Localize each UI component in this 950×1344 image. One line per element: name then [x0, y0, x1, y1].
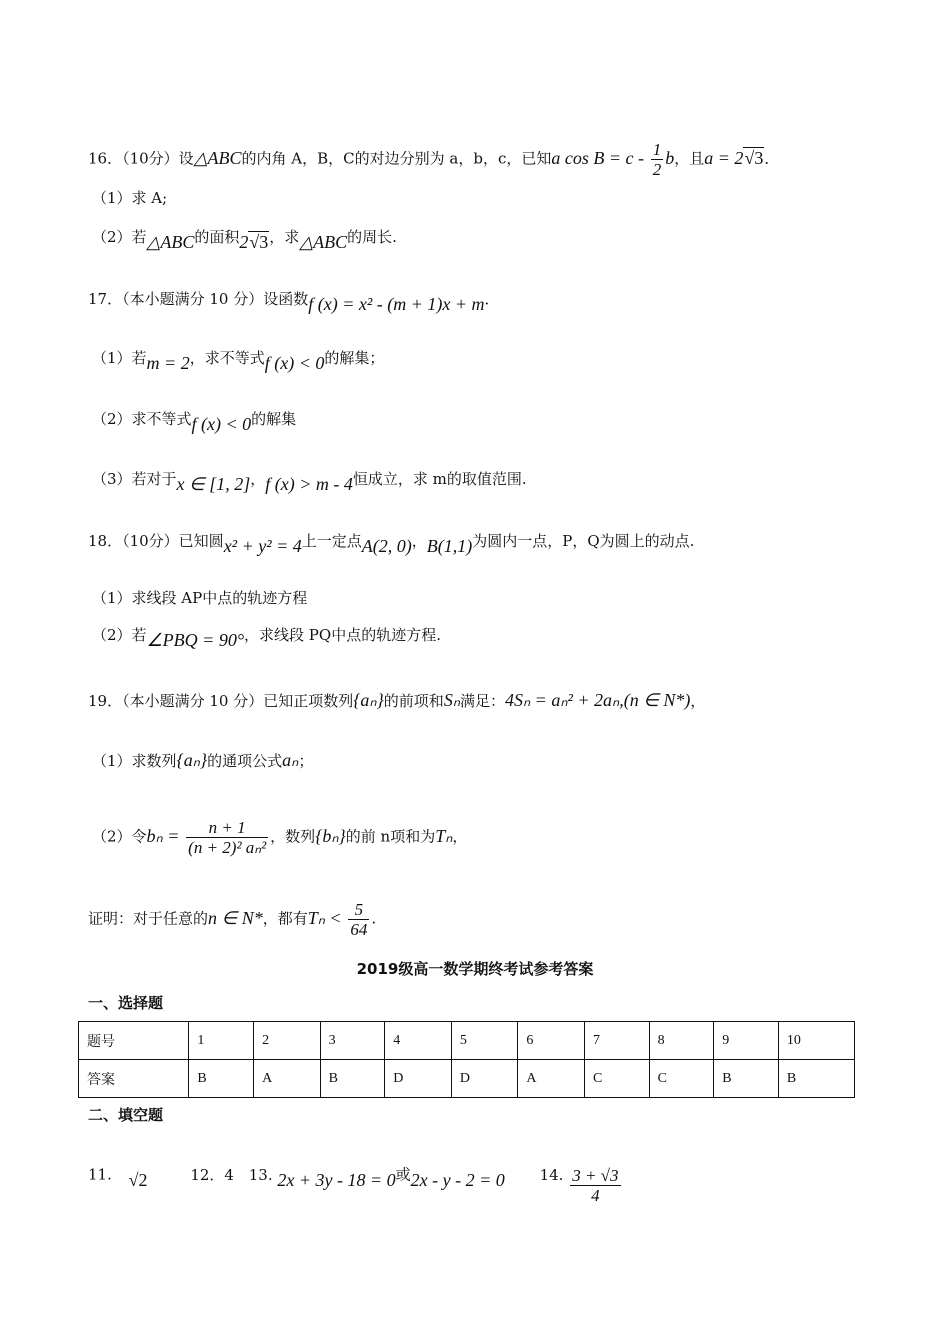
q19-stem: 19．（本小题满分 10 分）已知正项数列{aₙ}的前项和Sₙ满足：4Sₙ = aₙ² + 2aₙ,(n ∈ N*)，	[88, 690, 706, 710]
q19-sn: Sₙ	[443, 690, 460, 710]
q16-p2-triangle: △ABC	[146, 232, 195, 252]
table-cell: 4	[385, 1022, 452, 1060]
q16-part2: （2）若△ABC的面积2√3，求△ABC的周长.	[92, 228, 397, 252]
q16-number: 16．	[88, 149, 123, 168]
q17-p1-m: m = 2	[146, 353, 190, 373]
table-cell: B	[189, 1060, 254, 1098]
table-cell: C	[649, 1060, 714, 1098]
row-label-number: 题号	[79, 1022, 189, 1060]
table-cell: B	[714, 1060, 779, 1098]
q19-proof: 证明：对于任意的n ∈ N*，都有Tₙ < $\frac{5}{64}$ .	[88, 900, 377, 939]
fill-12: 12．4	[190, 1165, 234, 1184]
answer-table	[78, 1021, 855, 1098]
q18-part2: （2）若∠PBQ = 90°，求线段 PQ中点的轨迹方程.	[92, 626, 441, 650]
q16-equation: a cos B = c -	[551, 147, 644, 168]
fill-13-eq-a: 2x + 3y - 18 = 0	[277, 1169, 396, 1190]
q16-head: （10分）设	[122, 149, 194, 168]
table-cell: 3	[320, 1022, 385, 1060]
fill-14-fraction: $\frac{3 + √3}{4}$	[572, 1166, 619, 1205]
fill-14-label: 14.	[539, 1165, 564, 1184]
q16-a-eq: a = 2	[704, 147, 744, 168]
table-cell: 9	[714, 1022, 779, 1060]
q16-eq-b: b	[665, 147, 675, 168]
q19-bn-fraction: $\frac{n + 1}{\text{(n + 2)² aₙ²}}$	[188, 818, 267, 857]
q16-p2-area: 2	[239, 232, 249, 252]
q19-proof-t: Tₙ <	[307, 907, 342, 928]
q16-end: ．	[764, 149, 780, 168]
q18-point-b: B(1,1)	[426, 536, 473, 556]
table-cell: B	[320, 1060, 385, 1098]
q16-triangle: △ABC	[193, 147, 242, 168]
table-cell: D	[385, 1060, 452, 1098]
q19-p1-an: aₙ	[282, 750, 299, 770]
table-cell: 5	[451, 1022, 518, 1060]
table-cell: 10	[778, 1022, 854, 1060]
section-fill: 二、填空题	[88, 1106, 164, 1124]
fill-13-or: 或	[395, 1165, 411, 1184]
q19-sequence: {aₙ}	[353, 690, 384, 710]
q17-part2: （2）求不等式f (x) < 0的解集	[92, 410, 297, 434]
q16-part1: （1）求 A;	[92, 189, 168, 207]
table-cell: A	[518, 1060, 585, 1098]
q17-stem: 17．（本小题满分 10 分）设函数f (x) = x² - (m + 1)x + m．	[88, 290, 500, 314]
row-label-answer: 答案	[79, 1060, 189, 1098]
q18-circle: x² + y² = 4	[223, 536, 302, 556]
q16-p2-triangle2: △ABC	[299, 232, 348, 252]
table-cell: C	[584, 1060, 649, 1098]
q19-bn: bₙ =	[146, 825, 180, 846]
q18-stem: 18．（10分）已知圆x² + y² = 4上一定点A(2, 0)，B(1,1)为圆内一点，P，Q为圆上的动点.	[88, 532, 695, 556]
q17-part1: （1）若m = 2，求不等式f (x) < 0的解集；	[92, 349, 385, 373]
table-cell: A	[254, 1060, 321, 1098]
q19-p2-sequence: {bₙ}	[315, 825, 346, 846]
q17-function: f (x) = x² - (m + 1)x + m	[308, 294, 485, 314]
fill-11-label: 11.	[88, 1165, 112, 1184]
table-cell: D	[451, 1060, 518, 1098]
table-cell: 6	[518, 1022, 585, 1060]
q17-p2-ineq: f (x) < 0	[191, 414, 252, 434]
q16-sqrt: √3	[744, 147, 764, 168]
q19-part2: （2）令bₙ = $\frac{n + 1}{\text{(n + 2)² aₙ²}}$ ，数列{bₙ}的前 n项和为Tₙ，	[92, 818, 468, 857]
q19-tn: Tₙ	[435, 825, 453, 846]
q17-p1-ineq: f (x) < 0	[264, 353, 325, 373]
fill-11-value: √2	[128, 1169, 148, 1190]
q18-point-a: A(2, 0)	[361, 536, 412, 556]
q19-proof-fraction: $\frac{5}{64}$	[350, 900, 368, 939]
table-cell: 8	[649, 1022, 714, 1060]
table-cell: 1	[189, 1022, 254, 1060]
q16-cond: ，且	[674, 149, 705, 168]
q18-part1: （1）求线段 AP中点的轨迹方程	[92, 589, 308, 607]
table-row	[79, 1060, 855, 1098]
fill-13-eq-b: 2x - y - 2 = 0	[410, 1169, 505, 1190]
q16-mid: 的内角 A，B，C的对边分别为 a，b，c，已知	[241, 149, 552, 168]
q17-p3-ineq: f (x) > m - 4	[265, 474, 353, 494]
table-cell: 7	[584, 1022, 649, 1060]
q19-proof-n: n ∈ N*	[208, 907, 263, 928]
table-cell: 2	[254, 1022, 321, 1060]
fill-answers	[88, 1156, 623, 1205]
answers-title: 2019级高一数学期终考试参考答案	[356, 960, 594, 978]
q17-p3-domain: x ∈ [1, 2]	[176, 474, 251, 494]
q19-part1: （1）求数列{aₙ}的通项公式aₙ；	[92, 750, 314, 770]
table-cell: B	[778, 1060, 854, 1098]
q16-stem	[88, 140, 779, 179]
q16-p2-sqrt: √3	[249, 232, 269, 252]
section-choice: 一、选择题	[88, 994, 164, 1012]
fill-13-label: 13.	[248, 1165, 273, 1184]
q17-part3: （3）若对于x ∈ [1, 2]，f (x) > m - 4恒成立，求 m的取值范围.	[92, 470, 527, 494]
q19-relation: 4Sₙ = aₙ² + 2aₙ,(n ∈ N*)	[505, 690, 691, 710]
q19-p1-sequence: {aₙ}	[176, 750, 208, 770]
table-row	[79, 1022, 855, 1060]
q16-fraction: $\frac{1}{2}$	[652, 140, 662, 179]
q18-angle: ∠PBQ = 90°	[146, 630, 245, 650]
